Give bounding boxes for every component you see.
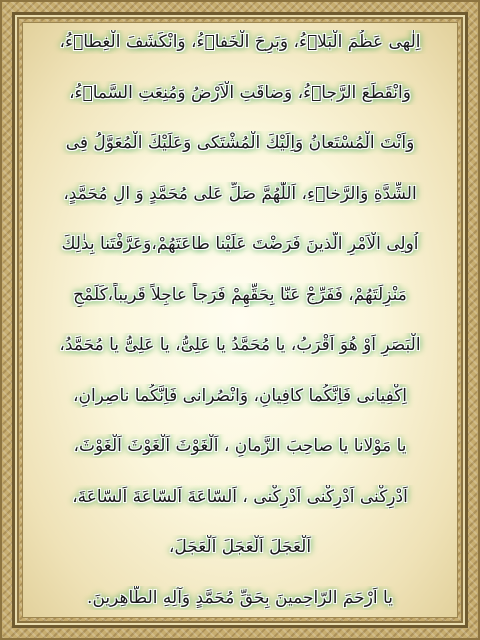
prayer-line-7: الْبَصَرِ اَوْ هُوَ اَقْرَبُ، يا مُحَمَّدُ يا عَلِىُّ، يا عَلِىُّ يا مُحَمَّدُ،	[59, 335, 421, 356]
prayer-line-9: يا مَوْلانا يا صاحِبَ الزَّمانِ ، اَلْغَوْثَ اَلْغَوْثَ اَلْغَوْثَ،	[73, 436, 407, 457]
prayer-line-8: اِكْفِيانى فَاِنَّكُما كافِيانِ، وَانْصُرانى فَاِنَّكُما ناصِرانِ،	[72, 385, 408, 406]
prayer-line-1: اِلٰهى عَظُمَ الْبَلاۤءُ، وَبَرِحَ الْخَفاۤءُ، وَانْكَشَفَ الْغِطاۤءُ،	[59, 32, 421, 52]
prayer-line-6: مَنْزِلَتَهُمْ، فَفَرِّجْ عَنّا بِحَقِّهِمْ فَرَجاً عاجِلاً قَريباً،كَلَمْحِ	[73, 284, 407, 305]
prayer-line-11: اَلْعَجَلَ اَلْعَجَلَ اَلْعَجَلَ،	[168, 537, 312, 558]
prayer-line-12: يا اَرْحَمَ الرّاحِمينَ بِحَقِّ مُحَمَّدٍ وَآلِهِ الطّاهِرينَ.	[87, 587, 393, 608]
prayer-line-10: اَدْرِكْنى اَدْرِكْنى اَدْرِكْنى ، اَلسّاعَةَ اَلسّاعَةَ اَلسّاعَةَ،	[72, 486, 408, 507]
prayer-line-5: اُولِى الْاَمْرِ الَّذينَ فَرَضْتَ عَلَيْنا طاعَتَهُمْ،وَعَرَّفْتَنا بِذٰلِكَ	[61, 234, 419, 255]
prayer-line-2: وَانْقَطَعَ الرَّجاۤءُ، وَضاقَتِ الْاَرْضُ وَمُنِعَتِ السَّماۤءُ،	[69, 82, 411, 103]
prayer-line-4: الشِّدَّةِ وَالرَّخاۤءِ، اَللّٰهُمَّ صَلِّ عَلى مُحَمَّدٍ وَ الِ مُحَمَّدٍ،	[63, 183, 417, 204]
prayer-line-3: وَاَنْتَ الْمُسْتَعانُ وَاِلَيْكَ الْمُشْتَكى وَعَلَيْكَ الْمُعَوَّلُ فِى	[65, 133, 415, 154]
prayer-text	[28, 30, 452, 610]
